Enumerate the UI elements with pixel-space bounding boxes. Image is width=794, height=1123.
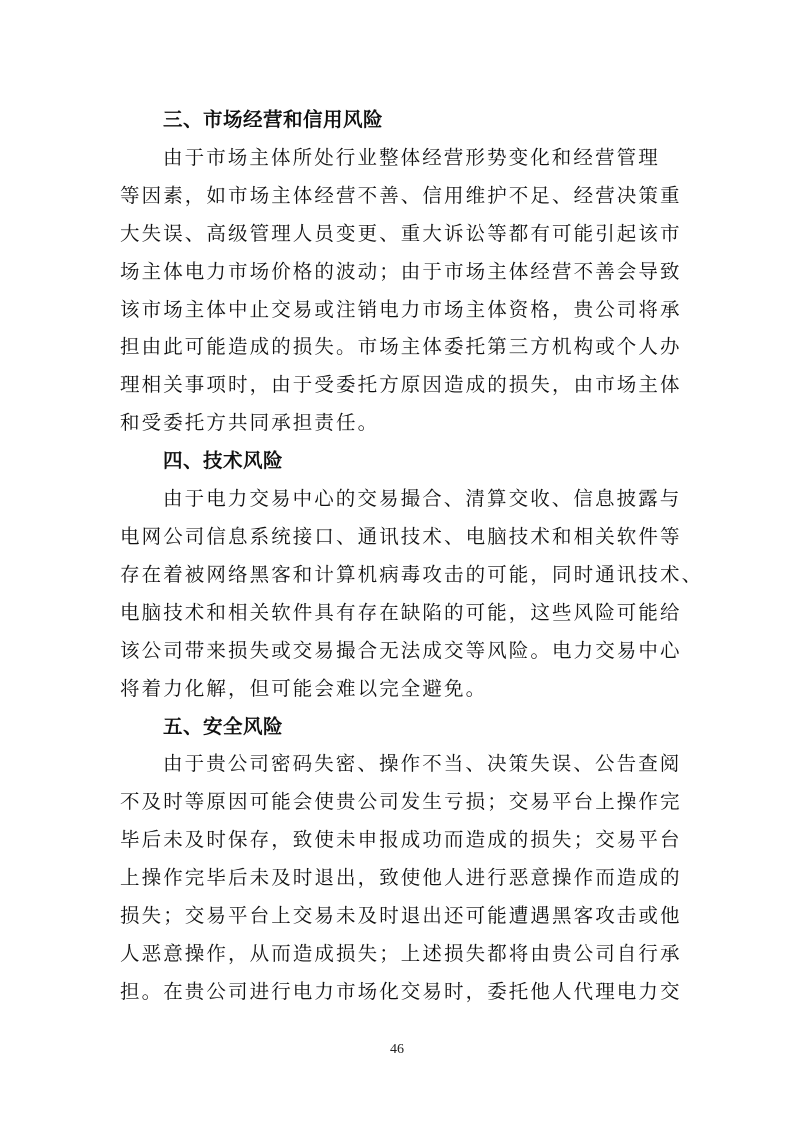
text-line: 人恶意操作，从而造成损失；上述损失都将由贵公司自行承 [120, 941, 682, 965]
text-line: 存在着被网络黑客和计算机病毒攻击的可能，同时通讯技术、 [120, 562, 704, 586]
text-line: 由于市场主体所处行业整体经营形势变化和经营管理 [163, 145, 660, 169]
text-line: 和受委托方共同承担责任。 [120, 411, 380, 435]
text-line: 毕后未及时保存，致使未申报成功而造成的损失；交易平台 [120, 828, 682, 852]
section-body-technical-risk [120, 480, 704, 707]
text-line: 上操作完毕后未及时退出，致使他人进行恶意操作而造成的 [120, 866, 682, 890]
section-body-security-risk [120, 745, 682, 1010]
page-content [120, 101, 704, 1011]
section-heading-security-risk: 五、安全风险 [163, 714, 284, 738]
text-line: 担由此可能造成的损失。市场主体委托第三方机构或个人办 [120, 335, 682, 359]
text-line: 将着力化解，但可能会难以完全避免。 [120, 676, 488, 700]
text-line: 担。在贵公司进行电力市场化交易时，委托他人代理电力交 [120, 979, 682, 1003]
section-heading-market-credit-risk: 三、市场经营和信用风险 [163, 108, 384, 131]
text-line: 该公司带来损失或交易撮合无法成交等风险。电力交易中心 [120, 638, 682, 662]
text-line: 电网公司信息系统接口、通讯技术、电脑技术和相关软件等 [120, 524, 682, 548]
text-line: 由于贵公司密码失密、操作不当、决策失误、公告查阅 [163, 752, 682, 776]
text-line: 该市场主体中止交易或注销电力市场主体资格，贵公司将承 [120, 297, 682, 321]
text-line: 由于电力交易中心的交易撮合、清算交收、信息披露与 [163, 487, 682, 511]
page-number: 46 [390, 1042, 404, 1057]
text-line: 不及时等原因可能会使贵公司发生亏损；交易平台上操作完 [120, 790, 682, 814]
text-line: 等因素，如市场主体经营不善、信用维护不足、经营决策重 [120, 183, 682, 207]
section-body-market-credit-risk [120, 139, 682, 442]
text-line: 损失；交易平台上交易未及时退出还可能遭遇黑客攻击或他 [120, 904, 682, 928]
section-heading-technical-risk: 四、技术风险 [163, 449, 284, 473]
text-line: 场主体电力市场价格的波动；由于市场主体经营不善会导致 [120, 259, 682, 283]
text-line: 电脑技术和相关软件具有存在缺陷的可能，这些风险可能给 [120, 600, 682, 624]
text-line: 大失误、高级管理人员变更、重大诉讼等都有可能引起该市 [120, 221, 682, 245]
text-line: 理相关事项时，由于受委托方原因造成的损失，由市场主体 [120, 373, 682, 397]
